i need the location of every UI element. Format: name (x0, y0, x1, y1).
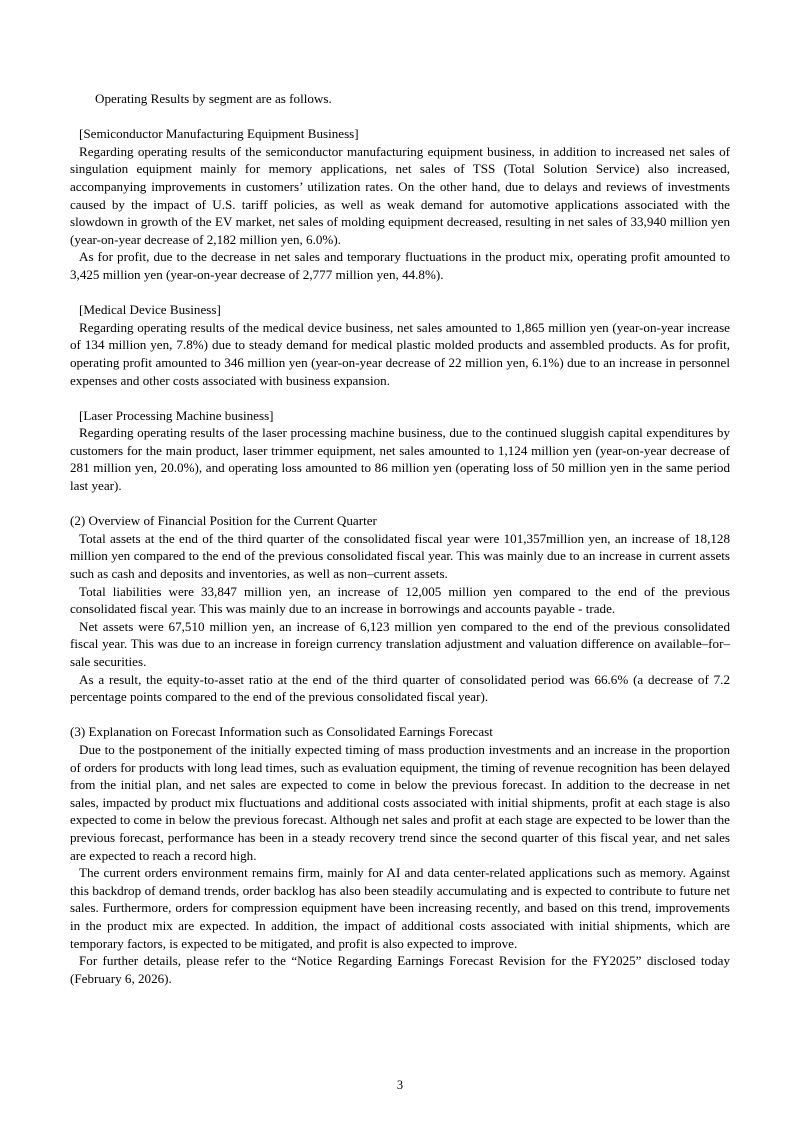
head-section-3: (3) Explanation on Forecast Information such as Consolidated Earnings Forecast (70, 724, 493, 740)
paragraph-spacer (70, 108, 730, 126)
paragraph-spacer (70, 284, 730, 302)
document-body (70, 90, 730, 987)
lead-intro: Operating Results by segment are as follows. (95, 91, 332, 106)
para-forecast-3: For further details, please refer to the “Notice Regarding Earnings Forecast Revision for the FY2025” disclosed today (February 6, 2026). (70, 953, 730, 986)
para-laser: Regarding operating results of the laser processing machine business, due to the continued sluggish capital expenditures by customers for the main product, laser trimmer equipment, net sales amounted to 1,124 million yen (year-on-year decrease of 281 million yen, 20.0%), and operating loss amounted to 86 million yen (operating loss of 50 million yen in the same period last year). (70, 425, 730, 494)
paragraph-spacer (70, 706, 730, 724)
para-equity-ratio: As a result, the equity-to-asset ratio at the end of the third quarter of consolidated period was 66.6% (a decrease of 7.2 percentage points compared to the end of the previous consolidated fiscal year). (70, 671, 730, 705)
head-section-2: (2) Overview of Financial Position for the Current Quarter (70, 513, 377, 529)
para-total-assets: Total assets at the end of the third quarter of the consolidated fiscal year were 101,357million yen, an increase of 18,128 million yen compared to the end of the previous consolidated fiscal year. This was mainly due to an increase in current assets such as cash and deposits and inventories, as well as non–current assets. (70, 530, 730, 582)
paragraph-spacer (70, 495, 730, 513)
head-laser: [Laser Processing Machine business] (79, 407, 274, 423)
para-medical: Regarding operating results of the medical device business, net sales amounted to 1,865 million yen (year-on-year increase of 134 million yen, 7.8%) due to steady demand for medical plastic molded products and assembled products. As for profit, operating profit amounted to 346 million yen (year-on-year decrease of 22 million yen, 6.1%) due to an increase in personnel expenses and other costs associated with business expansion. (70, 319, 730, 388)
para-semiconductor-sales: Regarding operating results of the semiconductor manufacturing equipment business, in addition to increased net sales of singulation equipment mainly for memory applications, net sales of TSS (Total Solution Service) also increased, accompanying improvements in customers’ utilization rates. On the other hand, due to delays and reviews of investments caused by the impact of U.S. tariff policies, as well as weak demand for automotive applications associated with the slowdown in growth of the EV market, net sales of molding equipment decreased, resulting in net sales of 33,940 million yen (year-on-year decrease of 2,182 million yen, 6.0%). (70, 143, 730, 247)
para-forecast-1: Due to the postponement of the initially expected timing of mass production investments and an increase in the proportion of orders for products with long lead times, such as evaluation equipment, the timing of revenue recognition has been delayed from the initial plan, and net sales are expected to come in below the previous forecast. In addition to the decrease in net sales, impacted by product mix fluctuations and additional costs associated with initial shipments, profit at each stage is also expected to come in below the previous forecast. Although net sales and profit at each stage are expected to be lower than the previous forecast, performance has been in a steady recovery trend since the second quarter of this fiscal year, and net sales are expected to reach a record high. (70, 741, 730, 863)
para-total-liabilities: Total liabilities were 33,847 million yen, an increase of 12,005 million yen compared to the end of the previous consolidated fiscal year. This was mainly due to an increase in borrowings and accounts payable - trade. (70, 583, 730, 617)
para-net-assets: Net assets were 67,510 million yen, an increase of 6,123 million yen compared to the end of the previous consolidated fiscal year. This was due to an increase in foreign currency translation adjustment and valuation difference on available–for–sale securities. (70, 618, 730, 669)
para-forecast-2: The current orders environment remains firm, mainly for AI and data center-related applications such as memory. Against this backdrop of demand trends, order backlog has also been steadily accumulating and is expected to contribute to future net sales. Furthermore, orders for compression equipment have been increasing recently, and based on this trend, improvements in the product mix are expected. In addition, the impact of additional costs associated with initial shipments, which are temporary factors, is expected to be mitigated, and profit is also expected to improve. (70, 865, 730, 951)
para-semiconductor-profit: As for profit, due to the decrease in net sales and temporary fluctuations in the product mix, operating profit amounted to 3,425 million yen (year-on-year decrease of 2,777 million yen, 44.8%). (70, 249, 730, 282)
head-semiconductor: [Semiconductor Manufacturing Equipment Business] (79, 126, 359, 142)
head-medical: [Medical Device Business] (79, 302, 221, 318)
page-number: 3 (396, 1078, 404, 1092)
paragraph-spacer (70, 389, 730, 407)
